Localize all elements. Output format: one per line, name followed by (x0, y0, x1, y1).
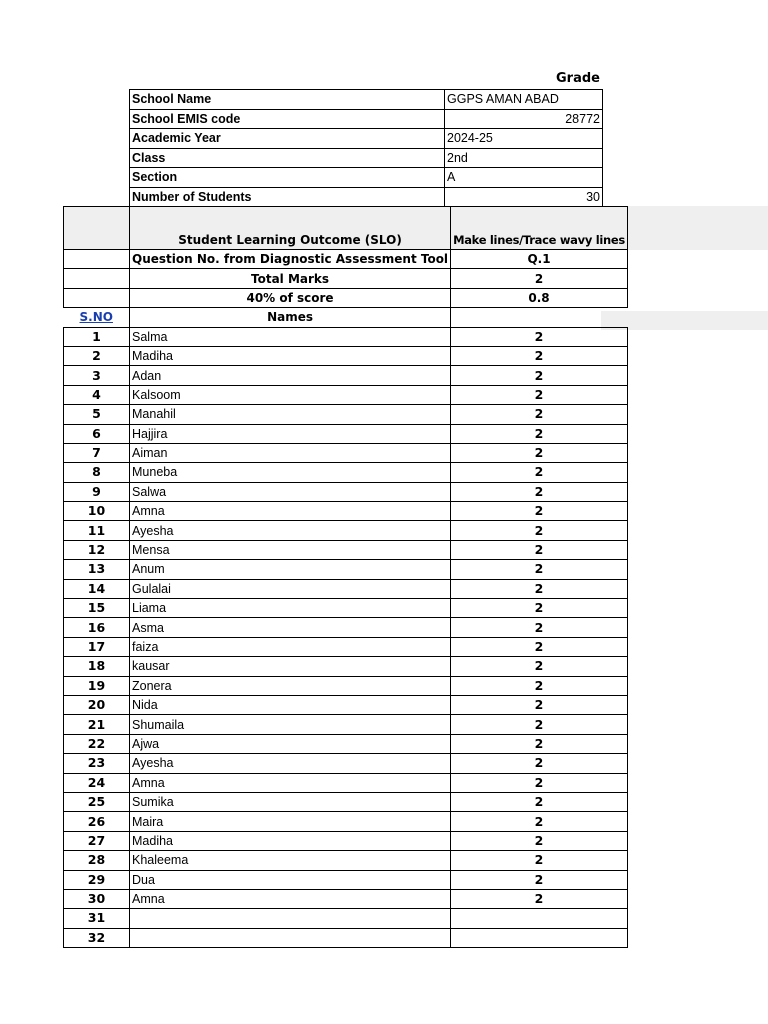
student-row (64, 560, 628, 579)
student-mark[interactable]: 2 (451, 851, 628, 870)
student-row (64, 327, 628, 346)
student-row (64, 385, 628, 404)
student-mark[interactable]: 2 (451, 366, 628, 385)
student-sno[interactable]: 30 (64, 889, 130, 908)
student-name[interactable]: Salwa (130, 482, 451, 501)
sno-header-link[interactable]: S.NO (79, 310, 113, 325)
student-row (64, 346, 628, 365)
info-value[interactable]: 2024-25 (445, 129, 603, 149)
question-row (64, 250, 628, 269)
student-row (64, 676, 628, 695)
student-sno[interactable]: 21 (64, 715, 130, 734)
percent-score-row (64, 288, 628, 307)
student-sno[interactable]: 12 (64, 540, 130, 559)
student-mark[interactable]: 2 (451, 599, 628, 618)
student-row (64, 909, 628, 928)
student-row (64, 366, 628, 385)
student-name[interactable]: Ajwa (130, 734, 451, 753)
student-sno[interactable]: 5 (64, 405, 130, 424)
student-mark[interactable]: 2 (451, 618, 628, 637)
student-name[interactable]: Anum (130, 560, 451, 579)
student-mark[interactable]: 2 (451, 870, 628, 889)
student-mark[interactable]: 2 (451, 773, 628, 792)
student-name[interactable]: Hajjira (130, 424, 451, 443)
student-sno[interactable]: 19 (64, 676, 130, 695)
total-marks-row (64, 269, 628, 288)
student-name[interactable]: Amna (130, 889, 451, 908)
info-row (130, 109, 603, 129)
student-sno[interactable]: 17 (64, 637, 130, 656)
info-label[interactable]: School EMIS code (130, 109, 445, 129)
percent-score-value[interactable]: 0.8 (451, 288, 628, 307)
student-mark[interactable]: 2 (451, 812, 628, 831)
student-sno[interactable]: 6 (64, 424, 130, 443)
student-sno[interactable]: 20 (64, 695, 130, 714)
student-name[interactable]: Aiman (130, 443, 451, 462)
student-sno[interactable]: 18 (64, 657, 130, 676)
student-mark[interactable]: 2 (451, 637, 628, 656)
info-label[interactable]: School Name (130, 90, 445, 110)
student-row (64, 637, 628, 656)
student-mark[interactable]: 2 (451, 792, 628, 811)
student-row (64, 870, 628, 889)
student-name[interactable]: Ayesha (130, 754, 451, 773)
student-mark[interactable] (451, 928, 628, 947)
student-row (64, 443, 628, 462)
info-value[interactable]: 28772 (445, 109, 603, 129)
student-name[interactable]: Maira (130, 812, 451, 831)
student-row (64, 851, 628, 870)
student-sno[interactable]: 29 (64, 870, 130, 889)
total-marks-value[interactable]: 2 (451, 269, 628, 288)
student-name[interactable]: Khaleema (130, 851, 451, 870)
student-sno[interactable]: 14 (64, 579, 130, 598)
student-row (64, 812, 628, 831)
student-mark[interactable] (451, 909, 628, 928)
student-name[interactable] (130, 928, 451, 947)
student-name[interactable]: kausar (130, 657, 451, 676)
student-mark[interactable]: 2 (451, 715, 628, 734)
student-name[interactable]: Madiha (130, 346, 451, 365)
slo-blank-cell[interactable] (64, 207, 130, 250)
student-sno[interactable]: 22 (64, 734, 130, 753)
info-row (130, 187, 603, 207)
student-mark[interactable]: 2 (451, 560, 628, 579)
student-name[interactable]: Liama (130, 599, 451, 618)
student-row (64, 521, 628, 540)
student-mark[interactable]: 2 (451, 463, 628, 482)
info-row (130, 129, 603, 149)
student-name[interactable]: Madiha (130, 831, 451, 850)
student-row (64, 928, 628, 947)
student-row (64, 831, 628, 850)
student-mark[interactable]: 2 (451, 676, 628, 695)
question-value[interactable]: Q.1 (451, 250, 628, 269)
student-row (64, 773, 628, 792)
student-name[interactable]: Muneba (130, 463, 451, 482)
info-label[interactable]: Class (130, 148, 445, 168)
student-mark[interactable]: 2 (451, 327, 628, 346)
student-sno[interactable]: 4 (64, 385, 130, 404)
slo-label[interactable]: Student Learning Outcome (SLO) (130, 207, 451, 250)
student-row (64, 599, 628, 618)
student-name[interactable]: Ayesha (130, 521, 451, 540)
student-sno[interactable]: 28 (64, 851, 130, 870)
student-mark[interactable]: 2 (451, 657, 628, 676)
student-name[interactable]: faiza (130, 637, 451, 656)
student-row (64, 424, 628, 443)
names-header[interactable]: Names (130, 308, 451, 327)
student-sno[interactable]: 11 (64, 521, 130, 540)
student-mark[interactable]: 2 (451, 831, 628, 850)
info-value[interactable]: A (445, 168, 603, 188)
student-sno[interactable]: 25 (64, 792, 130, 811)
info-value[interactable]: 2nd (445, 148, 603, 168)
student-name[interactable] (130, 909, 451, 928)
percent-score-label[interactable]: 40% of score (130, 288, 451, 307)
total-marks-label[interactable]: Total Marks (130, 269, 451, 288)
student-name[interactable]: Amna (130, 502, 451, 521)
student-name[interactable]: Shumaila (130, 715, 451, 734)
student-sno[interactable]: 31 (64, 909, 130, 928)
student-row (64, 792, 628, 811)
sno-header[interactable] (64, 308, 130, 327)
student-sno[interactable]: 8 (64, 463, 130, 482)
student-name[interactable]: Gulalai (130, 579, 451, 598)
student-name[interactable]: Nida (130, 695, 451, 714)
student-name[interactable]: Asma (130, 618, 451, 637)
student-mark[interactable]: 2 (451, 346, 628, 365)
student-row (64, 618, 628, 637)
names-header-blank[interactable] (451, 308, 628, 327)
info-label[interactable]: Number of Students (130, 187, 445, 207)
info-value[interactable]: GGPS AMAN ABAD (445, 90, 603, 110)
student-row (64, 734, 628, 753)
student-name[interactable]: Zonera (130, 676, 451, 695)
student-sno[interactable]: 10 (64, 502, 130, 521)
student-row (64, 502, 628, 521)
student-mark[interactable]: 2 (451, 443, 628, 462)
student-name[interactable]: Salma (130, 327, 451, 346)
student-row (64, 405, 628, 424)
school-info-table (129, 89, 603, 207)
student-sno[interactable]: 1 (64, 327, 130, 346)
student-sno[interactable]: 16 (64, 618, 130, 637)
student-sno[interactable]: 24 (64, 773, 130, 792)
student-sno[interactable]: 32 (64, 928, 130, 947)
info-label[interactable]: Section (130, 168, 445, 188)
slo-row (64, 207, 628, 250)
student-sno[interactable]: 15 (64, 599, 130, 618)
marks-sheet (63, 206, 628, 948)
student-name[interactable]: Adan (130, 366, 451, 385)
info-row (130, 148, 603, 168)
student-sno[interactable]: 23 (64, 754, 130, 773)
student-mark[interactable]: 2 (451, 734, 628, 753)
grade-label: Grade (556, 71, 600, 86)
info-row (130, 90, 603, 110)
student-mark[interactable]: 2 (451, 482, 628, 501)
slo-value[interactable]: Make lines/Trace wavy lines (451, 207, 628, 250)
student-name[interactable]: Dua (130, 870, 451, 889)
student-row (64, 463, 628, 482)
student-mark[interactable]: 2 (451, 579, 628, 598)
student-name[interactable]: Amna (130, 773, 451, 792)
total-blank-cell[interactable] (64, 269, 130, 288)
student-name[interactable]: Manahil (130, 405, 451, 424)
student-row (64, 695, 628, 714)
percent-blank-cell[interactable] (64, 288, 130, 307)
student-sno[interactable]: 26 (64, 812, 130, 831)
info-value[interactable]: 30 (445, 187, 603, 207)
student-mark[interactable]: 2 (451, 889, 628, 908)
student-sno[interactable]: 9 (64, 482, 130, 501)
info-label[interactable]: Academic Year (130, 129, 445, 149)
student-row (64, 579, 628, 598)
student-mark[interactable]: 2 (451, 695, 628, 714)
question-label[interactable]: Question No. from Diagnostic Assessment Tool (130, 250, 451, 269)
student-sno[interactable]: 2 (64, 346, 130, 365)
student-mark[interactable]: 2 (451, 385, 628, 404)
student-sno[interactable]: 7 (64, 443, 130, 462)
student-row (64, 754, 628, 773)
student-row (64, 715, 628, 734)
student-name[interactable]: Kalsoom (130, 385, 451, 404)
student-mark[interactable]: 2 (451, 754, 628, 773)
student-mark[interactable]: 2 (451, 424, 628, 443)
student-row (64, 657, 628, 676)
student-name[interactable]: Mensa (130, 540, 451, 559)
student-row (64, 540, 628, 559)
student-sno[interactable]: 3 (64, 366, 130, 385)
column-header-row (64, 308, 628, 327)
student-sno[interactable]: 13 (64, 560, 130, 579)
student-mark[interactable]: 2 (451, 521, 628, 540)
info-row (130, 168, 603, 188)
student-mark[interactable]: 2 (451, 540, 628, 559)
student-row (64, 889, 628, 908)
student-mark[interactable]: 2 (451, 502, 628, 521)
student-sno[interactable]: 27 (64, 831, 130, 850)
question-blank-cell[interactable] (64, 250, 130, 269)
student-mark[interactable]: 2 (451, 405, 628, 424)
student-row (64, 482, 628, 501)
student-name[interactable]: Sumika (130, 792, 451, 811)
